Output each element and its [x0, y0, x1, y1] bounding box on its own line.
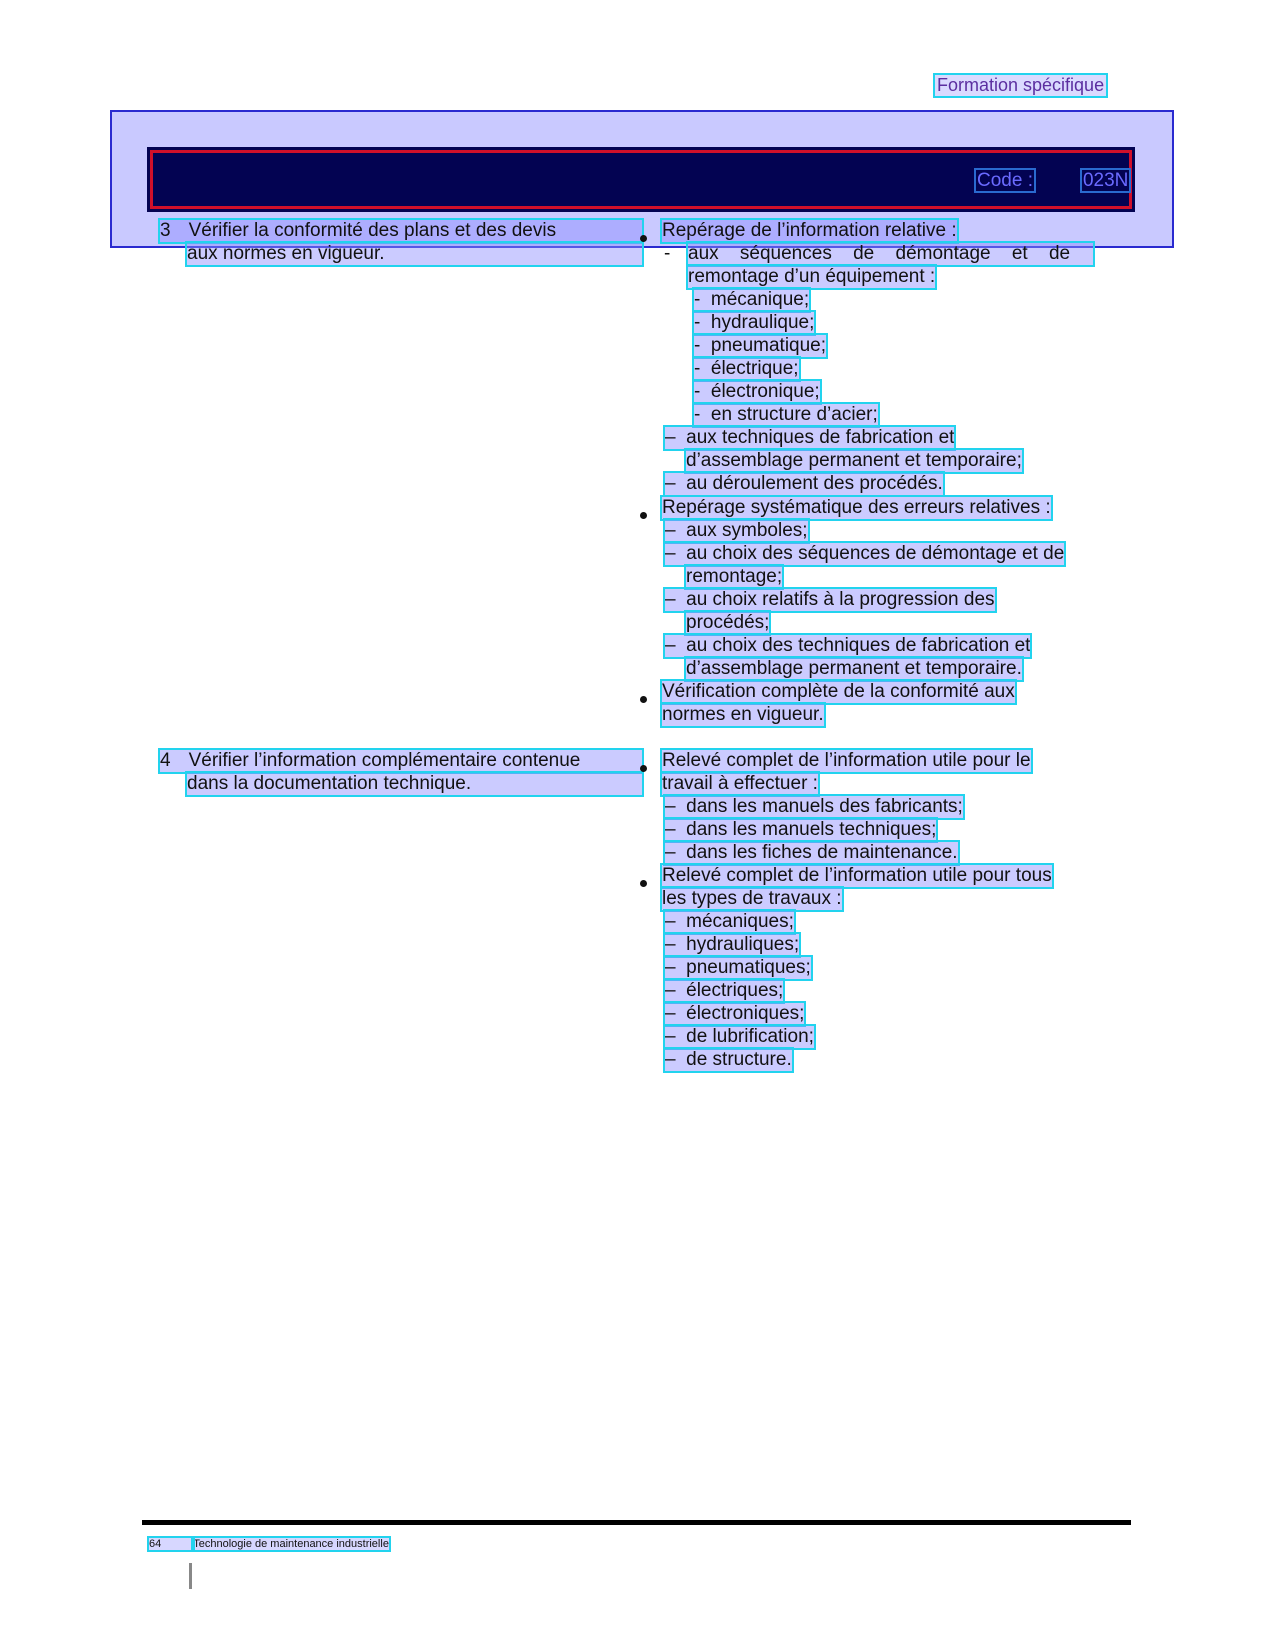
- list-item: – dans les manuels des fabricants;: [665, 796, 963, 817]
- criterion-4-2-line1: Relevé complet de l’information utile pour tous: [662, 865, 1052, 886]
- footer-rule: [142, 1520, 1131, 1525]
- criterion-3-1-a-line2: remontage d’un équipement :: [688, 266, 936, 287]
- dash-icon: -: [664, 243, 671, 264]
- list-item: – hydrauliques;: [665, 934, 800, 955]
- criterion-3-3-line2: normes en vigueur.: [662, 704, 824, 725]
- list-item-cont: d’assemblage permanent et temporaire;: [686, 450, 1022, 471]
- list-item: – mécaniques;: [665, 911, 794, 932]
- footer: [149, 1538, 389, 1550]
- footer-marker: [189, 1563, 192, 1589]
- section-label: Formation spécifique: [937, 75, 1105, 95]
- page-number: 64: [149, 1538, 193, 1550]
- criterion-3-1-a-line1: aux séquences de démontage et de: [688, 243, 1093, 265]
- criterion-3-2: Repérage systématique des erreurs relatives :: [662, 497, 1051, 518]
- element-number: 4: [160, 750, 171, 771]
- list-item: – de lubrification;: [665, 1026, 814, 1047]
- list-item: – au choix des séquences de démontage et de: [665, 543, 1065, 564]
- sub-item: - hydraulique;: [694, 312, 815, 333]
- bullet-icon: [640, 689, 647, 711]
- element-3-line2: aux normes en vigueur.: [187, 243, 642, 265]
- sub-item: - pneumatique;: [694, 335, 827, 356]
- list-item: – électriques;: [665, 980, 784, 1001]
- element-number: 3: [160, 220, 171, 241]
- list-item: – au choix relatifs à la progression des: [665, 589, 995, 610]
- element-4-line2: dans la documentation technique.: [187, 773, 642, 795]
- list-item: – au choix des techniques de fabrication et: [665, 635, 1031, 656]
- sub-item: - électronique;: [694, 381, 820, 402]
- sub-item: - électrique;: [694, 358, 799, 379]
- criterion-4-1-line2: travail à effectuer :: [662, 773, 818, 794]
- criterion-3-1: Repérage de l’information relative :: [662, 220, 957, 241]
- sub-item: - en structure d’acier;: [694, 404, 878, 425]
- bullet-icon: [640, 228, 647, 250]
- sub-item: - mécanique;: [694, 289, 810, 310]
- list-item: – aux techniques de fabrication et: [665, 427, 955, 448]
- list-item: – de structure.: [665, 1049, 792, 1070]
- list-item: – dans les fiches de maintenance.: [665, 842, 958, 863]
- element-text: Vérifier l’information complémentaire contenue: [188, 750, 581, 771]
- list-item: – au déroulement des procédés.: [665, 473, 943, 494]
- bullet-icon: [640, 505, 647, 527]
- list-item-cont: procédés;: [686, 612, 770, 633]
- criterion-4-1-line1: Relevé complet de l’information utile pour le: [662, 750, 1031, 771]
- criterion-3-3-line1: Vérification complète de la conformité aux: [662, 681, 1015, 702]
- code-value: 023N: [1082, 170, 1129, 191]
- code-label: Code :: [977, 170, 1033, 191]
- list-item: – électroniques;: [665, 1003, 805, 1024]
- list-item: – aux symboles;: [665, 520, 808, 541]
- bullet-icon: [640, 758, 647, 780]
- document-title: Technologie de maintenance industrielle: [193, 1538, 389, 1550]
- bullet-icon: [640, 873, 647, 895]
- element-3-line1: [160, 220, 642, 242]
- list-item: – pneumatiques;: [665, 957, 811, 978]
- competency-code: [976, 170, 1129, 192]
- element-4-line1: [160, 750, 642, 772]
- element-text: Vérifier la conformité des plans et des devis: [188, 220, 557, 241]
- criterion-4-2-line2: les types de travaux :: [662, 888, 842, 909]
- list-item: – dans les manuels techniques;: [665, 819, 937, 840]
- list-item-cont: d’assemblage permanent et temporaire.: [686, 658, 1022, 679]
- list-item-cont: remontage;: [686, 566, 783, 587]
